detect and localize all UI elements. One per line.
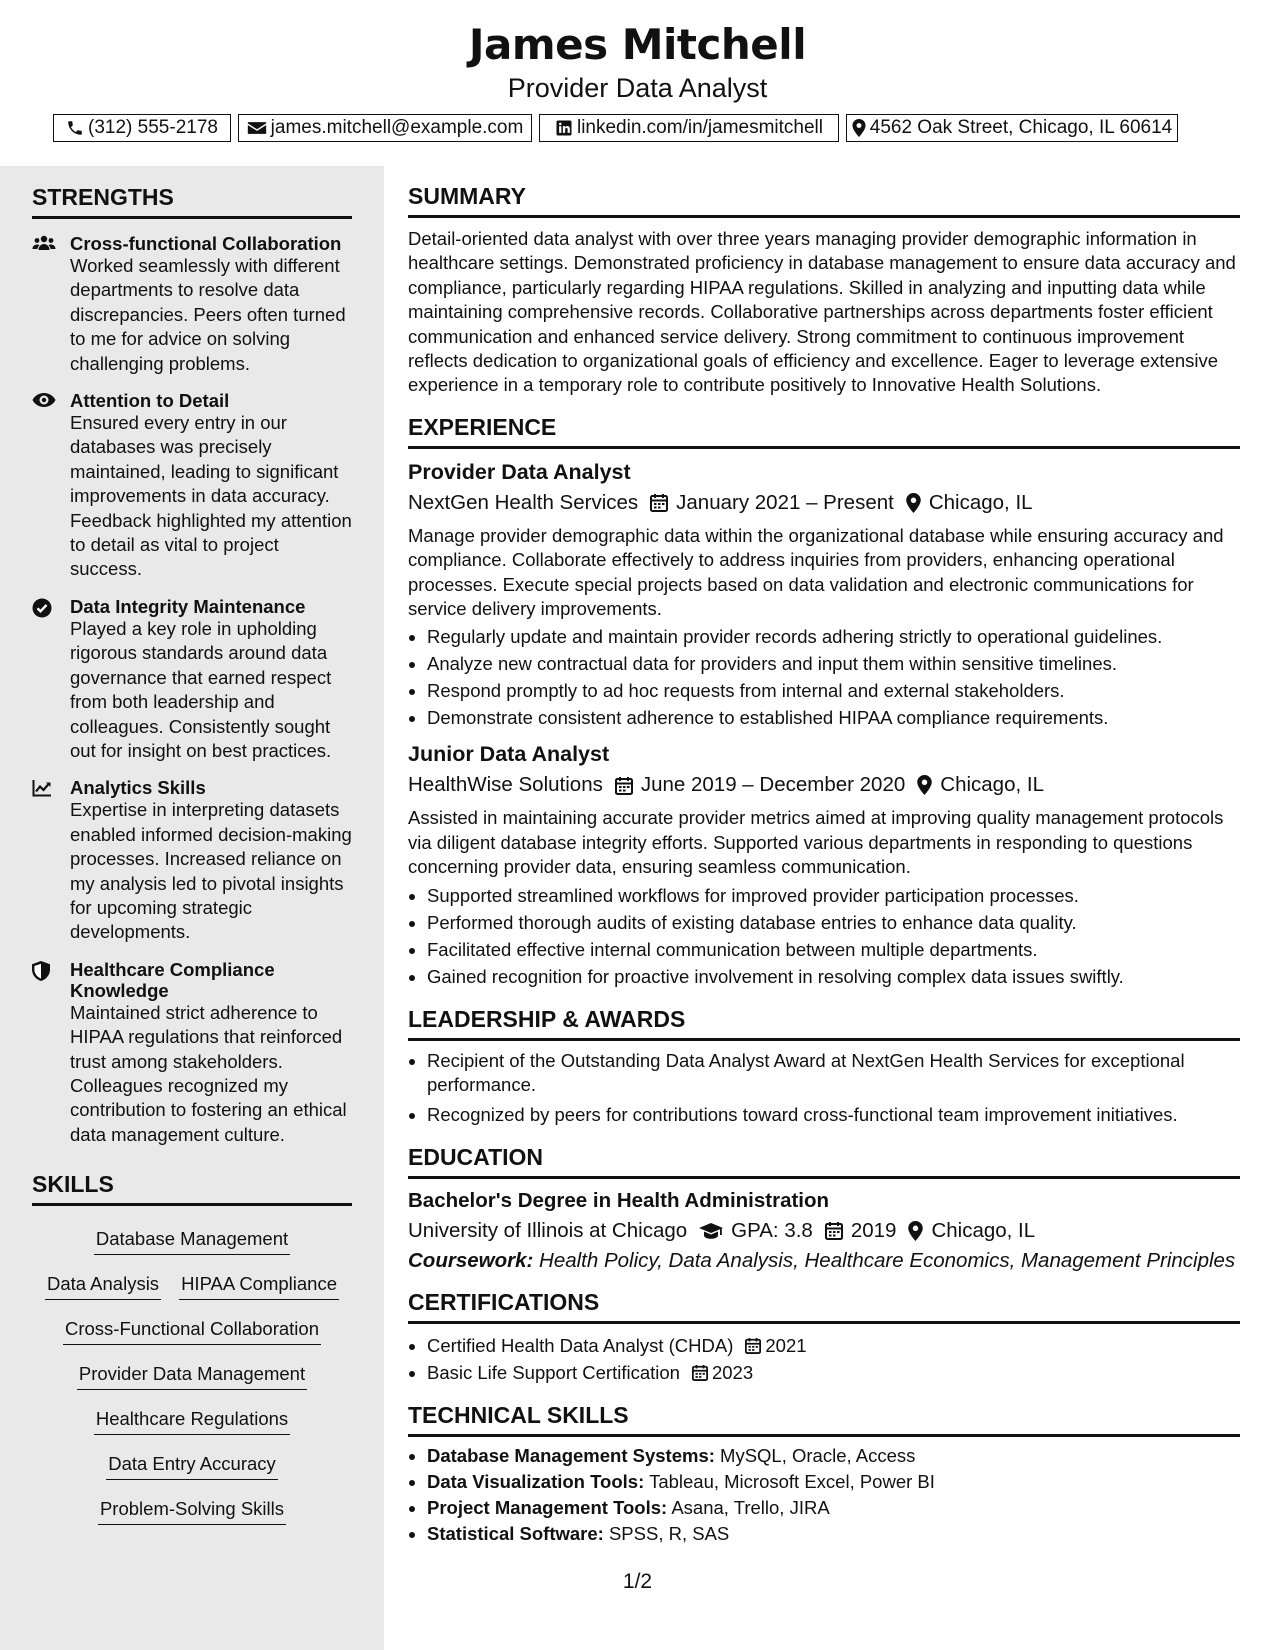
contact-bar bbox=[0, 114, 1275, 144]
list-item bbox=[427, 1332, 1240, 1359]
experience-heading: EXPERIENCE bbox=[408, 414, 1240, 449]
strength-title: Healthcare Compliance Knowledge bbox=[70, 958, 275, 1001]
leadership-heading: LEADERSHIP & AWARDS bbox=[408, 1006, 1240, 1041]
list-item bbox=[427, 1469, 1240, 1495]
job-title: Provider Data Analyst bbox=[408, 459, 631, 484]
linkedin-text: linkedin.com/in/jamesmitchell bbox=[576, 117, 824, 138]
strengths-heading: STRENGTHS bbox=[32, 184, 352, 219]
graduation-year: 2019 bbox=[850, 1218, 897, 1242]
list-item: • Regularly update and maintain provider records adhering strictly to operational guidelines. bbox=[427, 623, 1240, 650]
strength-item bbox=[32, 959, 352, 1147]
experience-section bbox=[408, 414, 1240, 990]
tech-value: Tableau, Microsoft Excel, Power BI bbox=[649, 1470, 935, 1492]
calendar-icon bbox=[745, 1337, 761, 1354]
list-item: • Recipient of the Outstanding Data Analyst Award at NextGen Health Services for exceptional performance. bbox=[427, 1049, 1240, 1098]
candidate-name: James Mitchell bbox=[468, 20, 807, 69]
phone-contact[interactable] bbox=[53, 114, 231, 142]
coursework-label: Coursework: bbox=[408, 1248, 534, 1272]
tech-value: Asana, Trello, JIRA bbox=[671, 1496, 830, 1518]
phone-icon bbox=[66, 119, 84, 137]
check-circle-icon bbox=[32, 598, 52, 618]
skill-tag: Cross-Functional Collaboration bbox=[63, 1312, 321, 1345]
phone-text: (312) 555-2178 bbox=[88, 117, 218, 138]
skill-tag: Data Analysis bbox=[45, 1267, 161, 1300]
strength-item bbox=[32, 596, 352, 763]
address-text: 4562 Oak Street, Chicago, IL 60614 bbox=[869, 117, 1173, 138]
strength-title: Analytics Skills bbox=[70, 777, 206, 799]
map-pin-icon bbox=[908, 1221, 923, 1241]
skill-tag: HIPAA Compliance bbox=[179, 1267, 339, 1300]
candidate-role: Provider Data Analyst bbox=[507, 73, 768, 103]
school-name: University of Illinois at Chicago bbox=[408, 1218, 688, 1242]
strength-description: Ensured every entry in our databases was precisely maintained, leading to significant improvements in data accuracy. Feedback highlighted my attention to detail as vital to project success. bbox=[70, 412, 352, 580]
job-meta bbox=[408, 773, 1240, 797]
degree-title: Bachelor's Degree in Health Administration bbox=[408, 1188, 830, 1212]
resume-header bbox=[0, 0, 1275, 166]
calendar-icon bbox=[615, 776, 633, 795]
strength-title: Cross-functional Collaboration bbox=[70, 233, 342, 254]
tech-value: SPSS, R, SAS bbox=[608, 1522, 730, 1544]
list-item: • Facilitated effective internal communication between multiple departments. bbox=[427, 936, 1240, 963]
education-section bbox=[408, 1144, 1240, 1273]
strength-description: Worked seamlessly with different departments to resolve data discrepancies. Peers often turned to me for advice on solving challenging problems. bbox=[70, 255, 346, 374]
job-bullets bbox=[408, 882, 1240, 990]
strength-title: Data Integrity Maintenance bbox=[70, 595, 306, 617]
summary-heading: SUMMARY bbox=[408, 183, 1240, 218]
technical-skills-section bbox=[408, 1402, 1240, 1547]
list-item bbox=[427, 1521, 1240, 1547]
linkedin-contact[interactable] bbox=[539, 114, 839, 142]
skill-tag: Data Entry Accuracy bbox=[106, 1447, 278, 1480]
calendar-icon bbox=[692, 1364, 708, 1381]
education-meta bbox=[408, 1219, 1240, 1243]
job-entry bbox=[408, 459, 1240, 732]
school-location: Chicago, IL bbox=[931, 1218, 1036, 1242]
certifications-section bbox=[408, 1289, 1240, 1386]
list-item: • Supported streamlined workflows for improved provider participation processes. bbox=[427, 882, 1240, 909]
list-item bbox=[427, 1359, 1240, 1386]
list-item: • Respond promptly to ad hoc requests from internal and external stakeholders. bbox=[427, 677, 1240, 704]
job-description: Manage provider demographic data within the organizational database while ensuring accuracy and compliance. Collaborate effectively to address inquiries from providers, enhancing operational processes. Execute special projects based on data validation and electronic communications for service delivery improvements. bbox=[408, 524, 1224, 620]
strength-item bbox=[32, 390, 352, 582]
tech-label: Database Management Systems: bbox=[427, 1444, 715, 1466]
job-entry bbox=[408, 741, 1240, 989]
skill-tag: Healthcare Regulations bbox=[94, 1402, 290, 1435]
graduation-cap-icon bbox=[699, 1222, 723, 1240]
technical-skills-list bbox=[408, 1443, 1240, 1547]
summary-text: Detail-oriented data analyst with over three years managing provider demographic information in healthcare settings. Demonstrated proficiency in database management to ensure data accuracy and compliance, particularly regarding HIPAA regulations. Skilled in analyzing and inputting data while maintaining comprehensive records. Collaborative partnerships across departments foster efficient communication and enhanced service delivery. Strong commitment to continuous improvement reflects dedication to organizational goals of efficiency and excellence. Eager to leverage extensive experience in a temporary role to contribute positively to Innovative Health Solutions. bbox=[408, 228, 1236, 396]
sidebar bbox=[0, 166, 384, 1650]
summary-section bbox=[408, 183, 1240, 398]
tech-value: MySQL, Oracle, Access bbox=[720, 1444, 916, 1466]
tech-label: Project Management Tools: bbox=[427, 1496, 668, 1518]
list-item: • Demonstrate consistent adherence to established HIPAA compliance requirements. bbox=[427, 704, 1240, 731]
job-dates: June 2019 – December 2020 bbox=[640, 773, 906, 797]
calendar-icon bbox=[825, 1221, 843, 1240]
certifications-list bbox=[408, 1332, 1240, 1386]
list-item: • Performed thorough audits of existing database entries to enhance data quality. bbox=[427, 909, 1240, 936]
gpa: GPA: 3.8 bbox=[731, 1218, 813, 1242]
skill-tag: Provider Data Management bbox=[77, 1357, 307, 1390]
cert-year: 2021 bbox=[765, 1334, 807, 1356]
coursework-text: Health Policy, Data Analysis, Healthcare Economics, Management Principles bbox=[539, 1248, 1236, 1272]
list-item: • Gained recognition for proactive involvement in resolving complex data issues swiftly. bbox=[427, 963, 1240, 990]
certifications-heading: CERTIFICATIONS bbox=[408, 1289, 1240, 1324]
shield-icon bbox=[32, 961, 50, 981]
education-heading: EDUCATION bbox=[408, 1144, 1240, 1179]
skill-tag: Problem-Solving Skills bbox=[98, 1492, 286, 1525]
strength-title: Attention to Detail bbox=[70, 390, 230, 412]
job-company: NextGen Health Services bbox=[408, 490, 639, 514]
tech-label: Statistical Software: bbox=[427, 1522, 604, 1544]
eye-icon bbox=[32, 392, 56, 408]
list-item bbox=[427, 1495, 1240, 1521]
leadership-list bbox=[408, 1049, 1240, 1128]
job-dates: January 2021 – Present bbox=[676, 490, 894, 514]
technical-skills-heading: TECHNICAL SKILLS bbox=[408, 1402, 1240, 1437]
job-location: Chicago, IL bbox=[940, 773, 1044, 797]
job-location: Chicago, IL bbox=[928, 490, 1033, 514]
map-pin-icon bbox=[852, 119, 866, 137]
job-title: Junior Data Analyst bbox=[408, 742, 610, 767]
job-company: HealthWise Solutions bbox=[408, 773, 603, 797]
strength-description: Expertise in interpreting datasets enabled informed decision-making processes. Increased reliance on my analysis led to pivotal insights for upcoming strategic developments. bbox=[70, 799, 352, 943]
skills-list bbox=[32, 1216, 352, 1531]
linkedin-icon bbox=[555, 119, 573, 137]
chart-line-icon bbox=[32, 779, 52, 797]
main-content bbox=[408, 183, 1240, 1563]
strength-description: Maintained strict adherence to HIPAA regulations that reinforced trust among stakeholders. Colleagues recognized my contribution to fostering an ethical data management culture. bbox=[70, 1001, 347, 1145]
email-contact[interactable] bbox=[238, 114, 532, 142]
tech-label: Data Visualization Tools: bbox=[427, 1470, 645, 1492]
list-item bbox=[427, 1443, 1240, 1469]
list-item: • Recognized by peers for contributions toward cross-functional team improvement initiatives. bbox=[427, 1101, 1240, 1128]
address-contact bbox=[846, 114, 1178, 142]
map-pin-icon bbox=[906, 493, 921, 513]
cert-year: 2023 bbox=[711, 1361, 754, 1383]
envelope-icon bbox=[247, 120, 267, 136]
job-bullets bbox=[408, 623, 1240, 731]
job-description: Assisted in maintaining accurate provider metrics aimed at improving quality management protocols via diligent database integrity efforts. Supported various departments in responding to questions concerning provider data, ensuring seamless communication. bbox=[408, 807, 1224, 878]
users-icon bbox=[32, 235, 56, 251]
leadership-section bbox=[408, 1006, 1240, 1128]
coursework bbox=[408, 1249, 1240, 1273]
cert-name: • Certified Health Data Analyst (CHDA) bbox=[427, 1334, 734, 1356]
job-meta bbox=[408, 491, 1240, 515]
strength-item bbox=[32, 233, 352, 376]
strength-item bbox=[32, 777, 352, 944]
skill-tag: Database Management bbox=[94, 1222, 290, 1255]
list-item: • Analyze new contractual data for providers and input them within sensitive timelines. bbox=[427, 650, 1240, 677]
calendar-icon bbox=[650, 493, 668, 512]
map-pin-icon bbox=[917, 775, 932, 795]
cert-name: • Basic Life Support Certification bbox=[427, 1361, 680, 1383]
strength-description: Played a key role in upholding rigorous standards around data governance that earned respect from both leadership and colleagues. Consistently sought out for insight on best practices. bbox=[70, 617, 332, 761]
page-number: 1/2 bbox=[622, 1570, 653, 1593]
email-text: james.mitchell@example.com bbox=[270, 117, 524, 138]
skills-heading: SKILLS bbox=[32, 1171, 352, 1206]
